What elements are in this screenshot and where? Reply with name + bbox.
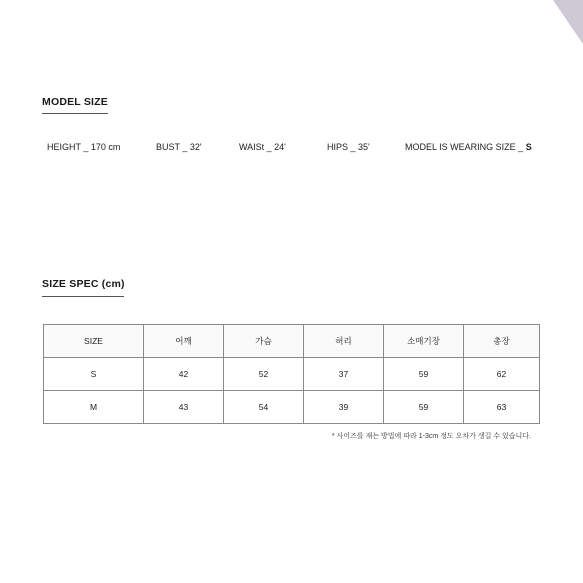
size-spec-table: [43, 324, 540, 424]
cell-total-length: 63: [464, 391, 540, 424]
size-note: * 사이즈를 재는 방법에 따라 1-3cm 정도 오차가 생길 수 있습니다.: [331, 433, 531, 440]
header-total-length: 총장: [464, 325, 540, 358]
cell-chest: 54: [224, 391, 304, 424]
cell-waist: 37: [304, 358, 384, 391]
model-height: HEIGHT _ 170 cm: [47, 142, 121, 152]
model-size-underline: [42, 113, 108, 114]
size-spec-underline: [42, 296, 124, 297]
cell-sleeve-length: 59: [384, 358, 464, 391]
model-hips: HIPS _ 35': [327, 142, 370, 152]
cell-chest: 52: [224, 358, 304, 391]
cell-size: S: [44, 358, 144, 391]
size-spec-header-row: [44, 325, 540, 358]
model-wearing-label: MODEL IS WEARING SIZE _: [405, 142, 526, 152]
cell-size: M: [44, 391, 144, 424]
model-waist: WAISt _ 24': [239, 142, 286, 152]
header-shoulder: 어깨: [144, 325, 224, 358]
table-row: [44, 358, 540, 391]
model-wearing-size: [405, 142, 532, 152]
header-sleeve-length: 소매기장: [384, 325, 464, 358]
cell-waist: 39: [304, 391, 384, 424]
header-waist: 허리: [304, 325, 384, 358]
header-chest: 가슴: [224, 325, 304, 358]
cell-sleeve-length: 59: [384, 391, 464, 424]
cell-shoulder: 43: [144, 391, 224, 424]
model-bust: BUST _ 32': [156, 142, 202, 152]
model-wearing-value: S: [525, 142, 532, 152]
header-size: SIZE: [44, 325, 144, 358]
cell-total-length: 62: [464, 358, 540, 391]
corner-accent: [553, 0, 583, 44]
cell-shoulder: 42: [144, 358, 224, 391]
size-spec-title: SIZE SPEC (cm): [42, 278, 125, 290]
model-size-title: MODEL SIZE: [42, 96, 108, 108]
table-row: [44, 391, 540, 424]
